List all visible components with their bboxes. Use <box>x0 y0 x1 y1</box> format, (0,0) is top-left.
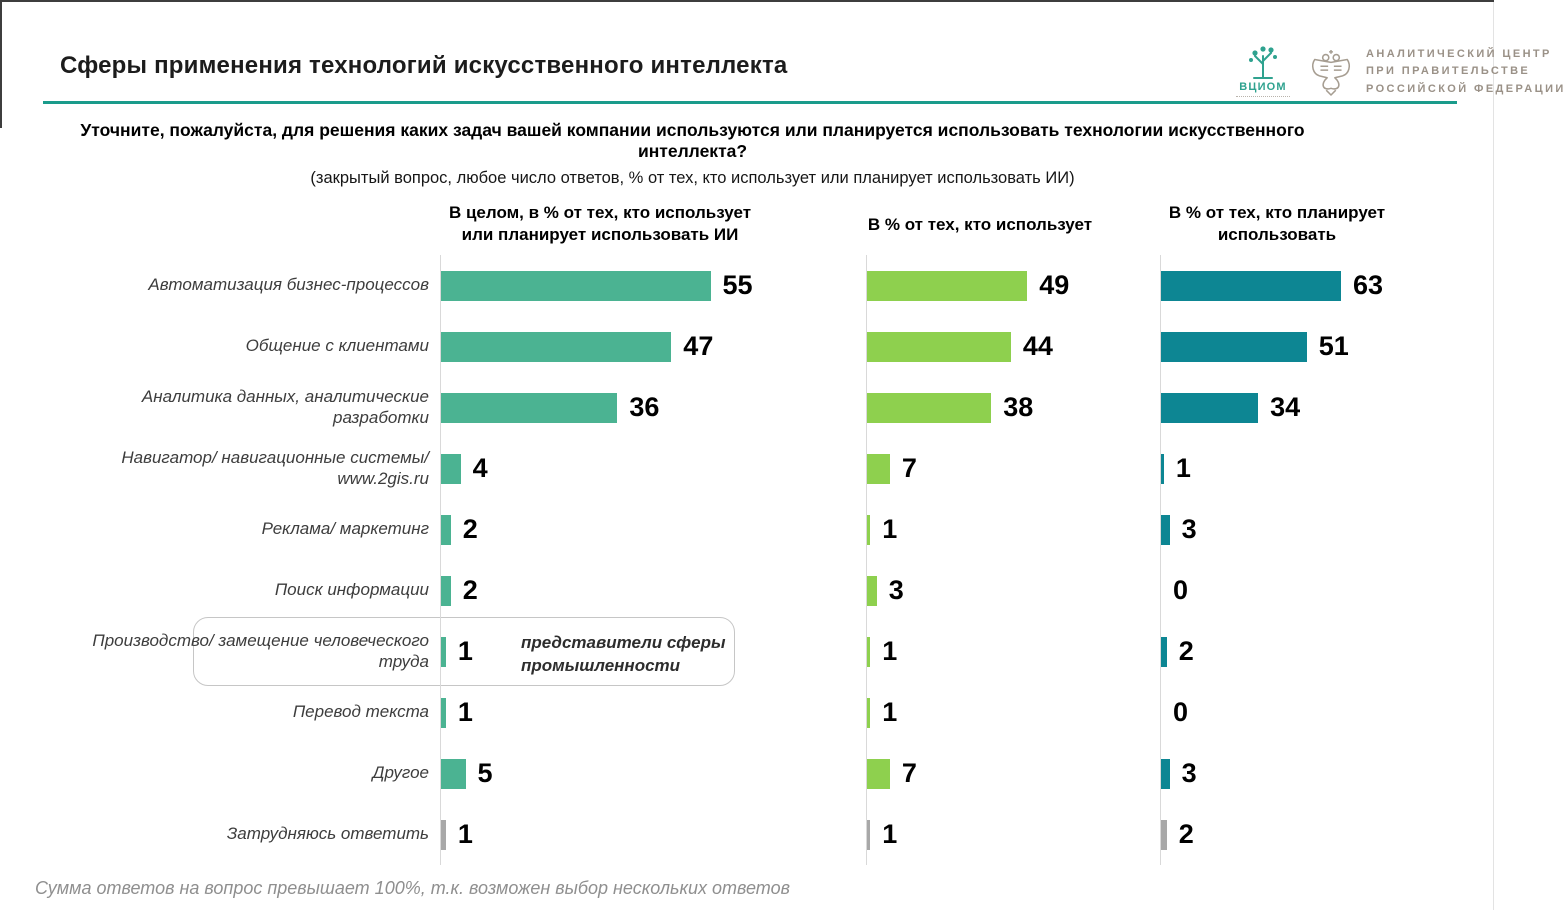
bar-cell <box>440 560 866 621</box>
chart-row <box>0 621 1494 682</box>
value-label: 34 <box>1270 392 1301 422</box>
value-label: 1 <box>457 697 473 727</box>
bar-cell <box>1160 377 1494 438</box>
vciom-label: ВЦИОМ <box>1239 81 1287 93</box>
accent-divider <box>43 101 1457 104</box>
bar-cell <box>1160 560 1494 621</box>
bar <box>867 759 890 789</box>
value-label: 7 <box>901 758 917 788</box>
bar-cell <box>440 377 866 438</box>
bar-chart <box>0 196 1494 876</box>
bar <box>867 332 1011 362</box>
column-header-overall: В целом, в % от тех, кто использует или планирует использовать ИИ <box>448 203 752 245</box>
value-label: 2 <box>1178 636 1194 666</box>
category-label: Другое <box>372 763 429 783</box>
category-label: Перевод текста <box>292 702 429 722</box>
category-label: Поиск информации <box>274 580 429 600</box>
value-label: 2 <box>462 514 478 544</box>
bar-cell <box>1160 438 1494 499</box>
value-label: 1 <box>457 819 473 849</box>
bar-cell <box>866 377 1160 438</box>
chart-row <box>0 499 1494 560</box>
bar-cell <box>440 438 866 499</box>
coat-of-arms-icon <box>1308 47 1354 97</box>
slide-left-border <box>0 0 2 128</box>
bar <box>867 637 870 667</box>
bar <box>441 698 446 728</box>
analytic-center-name <box>1366 46 1566 97</box>
value-label: 4 <box>472 453 488 483</box>
vciom-tagline <box>1236 96 1290 100</box>
value-label: 0 <box>1173 697 1189 727</box>
value-label: 0 <box>1173 575 1189 605</box>
chart-row <box>0 560 1494 621</box>
category-label: Навигатор/ навигационные системы/ www.2gis.ru <box>121 448 429 488</box>
value-label: 51 <box>1318 331 1349 361</box>
bar <box>1161 820 1167 850</box>
bar-cell <box>1160 682 1494 743</box>
bar-cell <box>866 438 1160 499</box>
bar-cell <box>1160 743 1494 804</box>
value-label: 3 <box>1181 758 1197 788</box>
bar <box>867 454 890 484</box>
category-label: Производство/ замещение человеческого труда <box>92 631 429 671</box>
category-label: Общение с клиентами <box>245 336 429 356</box>
value-label: 47 <box>683 331 714 361</box>
bar-cell <box>866 743 1160 804</box>
bar-cell <box>1160 621 1494 682</box>
bar-cell <box>440 316 866 377</box>
value-label: 1 <box>1175 453 1191 483</box>
category-label: Реклама/ маркетинг <box>261 519 429 539</box>
value-label: 1 <box>882 697 898 727</box>
bar <box>441 576 451 606</box>
bar <box>441 332 671 362</box>
bar <box>1161 271 1341 301</box>
value-label: 63 <box>1352 270 1384 300</box>
value-label: 49 <box>1039 270 1070 300</box>
bar-cell <box>440 682 866 743</box>
chart-row <box>0 316 1494 377</box>
footnote: Сумма ответов на вопрос превышает 100%, т.к. возможен выбор нескольких ответов <box>35 878 790 898</box>
bar <box>1161 393 1258 423</box>
value-label: 1 <box>882 636 898 666</box>
question-block <box>35 120 1350 188</box>
bar <box>867 576 877 606</box>
analytic-center-line: РОССИЙСКОЙ ФЕДЕРАЦИИ <box>1366 82 1566 95</box>
value-label: 2 <box>462 575 478 605</box>
slide-top-border <box>0 0 1494 2</box>
bar-cell <box>440 743 866 804</box>
value-label: 38 <box>1003 392 1034 422</box>
bar-cell <box>866 255 1160 316</box>
bar-cell <box>866 682 1160 743</box>
bar <box>867 393 991 423</box>
bar <box>867 515 870 545</box>
question-subtext: (закрытый вопрос, любое число ответов, % от тех, кто использует или планирует использовать ИИ) <box>310 169 1075 187</box>
bar-cell <box>440 499 866 560</box>
bar-cell <box>866 499 1160 560</box>
value-label: 7 <box>901 453 917 483</box>
bar-cell <box>866 316 1160 377</box>
bar <box>441 271 711 301</box>
chart-rows <box>0 255 1494 865</box>
chart-row <box>0 682 1494 743</box>
bar-cell <box>1160 804 1494 865</box>
chart-row <box>0 804 1494 865</box>
vciom-tree-icon <box>1246 44 1280 80</box>
value-label: 3 <box>1181 514 1197 544</box>
bar-cell <box>440 804 866 865</box>
vciom-logo <box>1232 44 1294 100</box>
bar <box>1161 637 1167 667</box>
category-label: Аналитика данных, аналитические разработки <box>141 387 429 427</box>
bar-cell <box>866 621 1160 682</box>
value-label: 5 <box>477 758 493 788</box>
analytic-center-line: АНАЛИТИЧЕСКИЙ ЦЕНТР <box>1366 48 1552 61</box>
bar-cell <box>866 560 1160 621</box>
chart-row <box>0 377 1494 438</box>
chart-row <box>0 438 1494 499</box>
value-label: 36 <box>629 392 660 422</box>
bar-cell <box>440 255 866 316</box>
bar <box>867 820 870 850</box>
logos <box>1232 44 1566 100</box>
value-label: 3 <box>888 575 904 605</box>
column-header-planners: В % от тех, кто планирует использовать <box>1168 203 1386 245</box>
analytic-center-line: ПРИ ПРАВИТЕЛЬСТВЕ <box>1366 65 1531 78</box>
bar <box>441 759 466 789</box>
bar-cell <box>1160 499 1494 560</box>
bar <box>1161 759 1170 789</box>
bar <box>441 454 461 484</box>
category-label: Затрудняюсь ответить <box>226 824 429 844</box>
column-header-users: В % от тех, кто использует <box>867 215 1093 234</box>
category-label: Автоматизация бизнес-процессов <box>148 275 429 295</box>
bar-cell <box>866 804 1160 865</box>
value-label: 1 <box>882 514 898 544</box>
chart-row <box>0 743 1494 804</box>
value-label: 2 <box>1178 819 1194 849</box>
bar <box>1161 515 1170 545</box>
bar <box>867 698 870 728</box>
page-title: Сферы применения технологий искусственного интеллекта <box>60 52 788 79</box>
value-label: 1 <box>882 819 898 849</box>
bar <box>441 637 446 667</box>
bar <box>867 271 1027 301</box>
chart-row <box>0 255 1494 316</box>
value-label: 1 <box>457 636 473 666</box>
bar-cell <box>1160 255 1494 316</box>
bar <box>1161 332 1307 362</box>
bar <box>441 515 451 545</box>
annotation-text: представители сферы промышленности <box>521 633 726 675</box>
bar <box>1161 454 1164 484</box>
bar <box>441 820 446 850</box>
value-label: 55 <box>722 270 753 300</box>
bar-cell <box>1160 316 1494 377</box>
bar <box>441 393 617 423</box>
question-text: Уточните, пожалуйста, для решения каких задач вашей компании используются или планируется использовать технологии искусственного интеллекта? <box>80 120 1305 161</box>
value-label: 44 <box>1022 331 1053 361</box>
